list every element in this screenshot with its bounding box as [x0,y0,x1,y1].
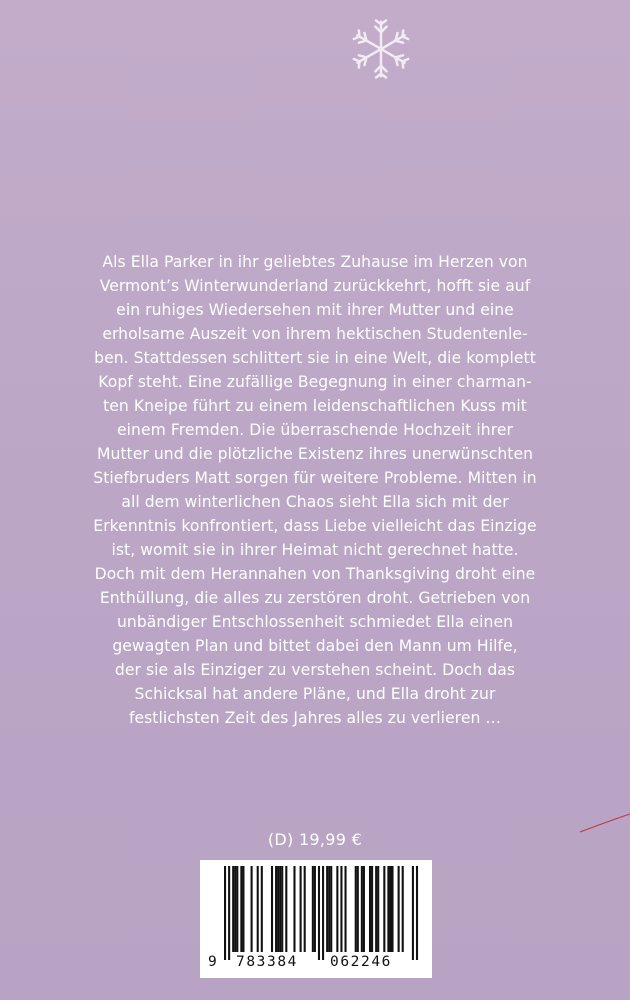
blurb-line: unbändiger Entschlossenheit schmiedet Ella einen [116,613,514,631]
barcode-bar [277,866,279,952]
barcode-bar [330,866,332,952]
blurb-line: gewagten Plan und bittet dabei den Mann um Hilfe, [112,637,518,655]
blurb-line: Enthüllung, die alles zu zerstören droht. Getrieben von [99,589,531,607]
blurb-line: Doch mit dem Herannahen von Thanksgiving droht eine [94,565,536,583]
barcode-bar [326,866,328,952]
blurb-line: Stiefbruders Matt sorgen für weitere Probleme. Mitten in [93,469,537,487]
barcode-bar [285,866,287,952]
blurb-line: Mutter und die plötzliche Existenz ihres unerwünschten [96,445,534,463]
blurb-line: Als Ella Parker in ihr geliebtes Zuhause im Herzen von [102,253,528,271]
barcode-bar [234,866,236,952]
isbn-barcode [200,860,432,978]
barcode-bars [210,866,422,964]
barcode-bar [251,866,253,952]
blurb-line: einem Fremden. Die überraschende Hochzeit ihrer [117,421,513,439]
barcode-digits-right: 062246 [330,954,392,970]
barcode-bar [312,866,314,952]
barcode-bar [257,866,259,952]
blurb-line: ben. Stattdessen schlittert sie in eine Welt, die komplett [94,349,536,367]
barcode-bar [242,866,244,952]
barcode-bar [344,866,346,952]
blurb-paragraph-1 [48,250,582,562]
barcode-bar [279,866,281,952]
barcode-bar [375,866,377,952]
barcode-bar [293,866,295,952]
barcode-bar [300,866,302,952]
barcode-bar [355,866,357,952]
blurb-line: Schicksal hat andere Pläne, und Ella droht zur [134,685,496,703]
blurb-line: Erkenntnis konfrontiert, dass Liebe vielleicht das Einzige [93,517,537,535]
barcode-bar [224,866,226,960]
barcode-bar [361,866,363,952]
barcode-bar [389,866,391,952]
barcode-bar [322,866,324,960]
blurb-line: ist, womit sie in ihrer Heimat nicht gerechnet hatte. [111,541,519,559]
barcode-bar [402,866,404,952]
blurb-line: all dem winterlichen Chaos sieht Ella sich mit der [121,493,509,511]
barcode-digits [200,954,432,974]
barcode-bar [412,866,414,960]
blurb-line: Kopf steht. Eine zufällige Begegnung in einer charman- [98,373,532,391]
barcode-bar [318,866,320,960]
barcode-bar [340,866,342,952]
barcode-digit-first: 9 [208,954,217,970]
blurb-paragraph-2 [48,562,582,730]
barcode-bar [383,866,385,952]
barcode-bar [377,866,379,952]
barcode-bar [363,866,365,952]
barcode-bar [371,866,373,952]
barcode-bar [271,866,273,952]
barcode-bar [228,866,230,960]
barcode-digits-left: 783384 [236,954,298,970]
price-label: (D) 19,99 € [267,830,363,849]
barcode-bar [416,866,418,960]
barcode-bar [240,866,242,952]
barcode-bar [281,866,283,952]
snowflake-icon [350,18,412,80]
barcode-bar [232,866,234,952]
barcode-bar [275,866,277,952]
barcode-bar [304,866,306,952]
blurb-line: festlichsten Zeit des Jahres alles zu verlieren … [128,709,502,727]
barcode-bar [391,866,393,952]
barcode-bar [314,866,316,952]
blurb-line: ten Kneipe führt zu einem leidenschaftlichen Kuss mit [103,397,527,415]
barcode-bar [236,866,238,952]
barcode-bar [328,866,330,952]
blurb-line: erholsame Auszeit von ihrem hektischen Studentenle- [102,325,528,343]
barcode-bar [387,866,389,952]
blurb-line: der sie als Einziger zu verstehen scheint. Doch das [114,661,516,679]
blurb-line: Vermont’s Winterwunderland zurückkehrt, hofft sie auf [99,277,531,295]
barcode-bar [369,866,371,952]
barcode-bar [336,866,338,952]
barcode-bar [261,866,263,952]
barcode-bar [357,866,359,952]
barcode-bar [398,866,400,952]
blurb-line: ein ruhiges Wiedersehen mit ihrer Mutter und eine [116,301,514,319]
